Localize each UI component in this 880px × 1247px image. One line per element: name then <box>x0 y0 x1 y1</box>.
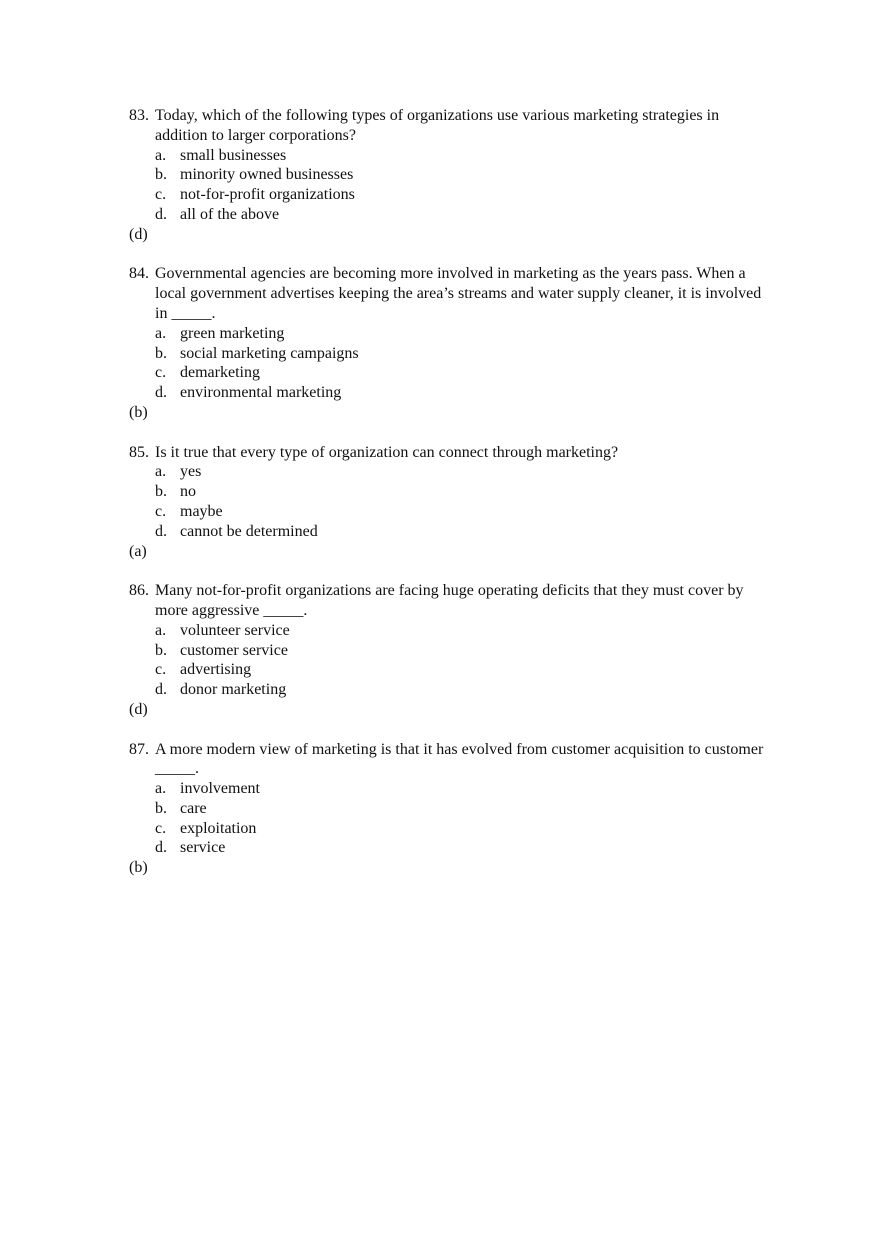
question-stem <box>129 740 769 780</box>
option-letter: a. <box>155 621 167 639</box>
option-a <box>155 324 769 344</box>
option-d <box>155 522 769 542</box>
option-letter: a. <box>155 780 167 798</box>
option-text: exploitation <box>180 819 257 837</box>
option-list <box>129 324 769 403</box>
option-letter: b. <box>155 641 167 659</box>
option-text: donor marketing <box>180 681 287 699</box>
option-d <box>155 205 769 225</box>
question-number: 84. <box>129 265 149 283</box>
option-letter: b. <box>155 166 167 184</box>
option-letter: c. <box>155 661 167 679</box>
option-letter: c. <box>155 364 167 382</box>
option-c <box>155 819 769 839</box>
question-87 <box>129 740 769 879</box>
answer-key: (a) <box>129 542 147 560</box>
option-letter: a. <box>155 146 167 164</box>
question-number: 83. <box>129 107 149 124</box>
option-letter: d. <box>155 384 167 402</box>
option-a <box>155 779 769 799</box>
option-letter: d. <box>155 522 167 540</box>
option-text: advertising <box>180 661 252 679</box>
option-b <box>155 482 769 502</box>
question-number: 87. <box>129 740 149 758</box>
option-text: care <box>180 799 207 817</box>
option-text: environmental marketing <box>180 384 342 402</box>
option-c <box>155 502 769 522</box>
option-text: all of the above <box>180 205 280 223</box>
option-letter: a. <box>155 324 167 342</box>
option-c <box>155 363 769 383</box>
option-text: green marketing <box>180 324 285 342</box>
option-text: customer service <box>180 641 288 659</box>
option-text: demarketing <box>180 364 260 382</box>
question-stem <box>129 443 769 463</box>
question-text: Today, which of the following types of organizations use various marketing strategies in addition to larger corporations? <box>155 107 720 144</box>
option-a <box>155 146 769 166</box>
question-stem <box>129 264 769 323</box>
option-letter: d. <box>155 839 167 857</box>
option-letter: c. <box>155 186 167 204</box>
option-letter: d. <box>155 205 167 223</box>
option-letter: c. <box>155 819 167 837</box>
question-number: 86. <box>129 582 149 600</box>
option-c <box>155 660 769 680</box>
option-text: maybe <box>180 502 223 520</box>
option-d <box>155 383 769 403</box>
question-number: 85. <box>129 443 149 461</box>
option-letter: b. <box>155 344 167 362</box>
question-stem <box>129 106 769 146</box>
option-text: cannot be determined <box>180 522 318 540</box>
option-text: not-for-profit organizations <box>180 186 355 204</box>
option-c <box>155 185 769 205</box>
option-text: involvement <box>180 780 260 798</box>
option-text: small businesses <box>180 146 287 164</box>
option-d <box>155 680 769 700</box>
option-b <box>155 344 769 364</box>
question-sheet <box>129 106 769 898</box>
option-letter: a. <box>155 463 167 481</box>
answer-key: (b) <box>129 859 148 877</box>
question-text: Many not-for-profit organizations are facing huge operating deficits that they must cover by more aggressive _____. <box>155 582 744 619</box>
option-text: yes <box>180 463 202 481</box>
option-list <box>129 462 769 541</box>
option-b <box>155 641 769 661</box>
option-list <box>129 621 769 700</box>
option-b <box>155 165 769 185</box>
option-letter: d. <box>155 681 167 699</box>
question-84 <box>129 264 769 422</box>
answer-key: (d) <box>129 225 148 243</box>
question-86 <box>129 581 769 720</box>
question-text: Is it true that every type of organization can connect through marketing? <box>155 443 619 461</box>
option-b <box>155 799 769 819</box>
question-83 <box>129 106 769 245</box>
option-d <box>155 838 769 858</box>
option-letter: b. <box>155 799 167 817</box>
option-text: minority owned businesses <box>180 166 354 184</box>
option-a <box>155 621 769 641</box>
option-a <box>155 462 769 482</box>
answer-key: (b) <box>129 403 148 421</box>
question-text: A more modern view of marketing is that it has evolved from customer acquisition to customer _____. <box>155 740 764 778</box>
option-letter: b. <box>155 483 167 501</box>
question-text: Governmental agencies are becoming more involved in marketing as the years pass. When a local government advertises keeping the area’s streams and water supply cleaner, it is involved in _____. <box>155 265 762 322</box>
option-text: social marketing campaigns <box>180 344 359 362</box>
question-stem <box>129 581 769 621</box>
option-text: service <box>180 839 226 857</box>
option-text: volunteer service <box>180 621 290 639</box>
answer-key: (d) <box>129 700 148 718</box>
question-85 <box>129 443 769 562</box>
option-list <box>129 779 769 858</box>
option-list <box>129 146 769 225</box>
option-letter: c. <box>155 502 167 520</box>
option-text: no <box>180 483 196 501</box>
